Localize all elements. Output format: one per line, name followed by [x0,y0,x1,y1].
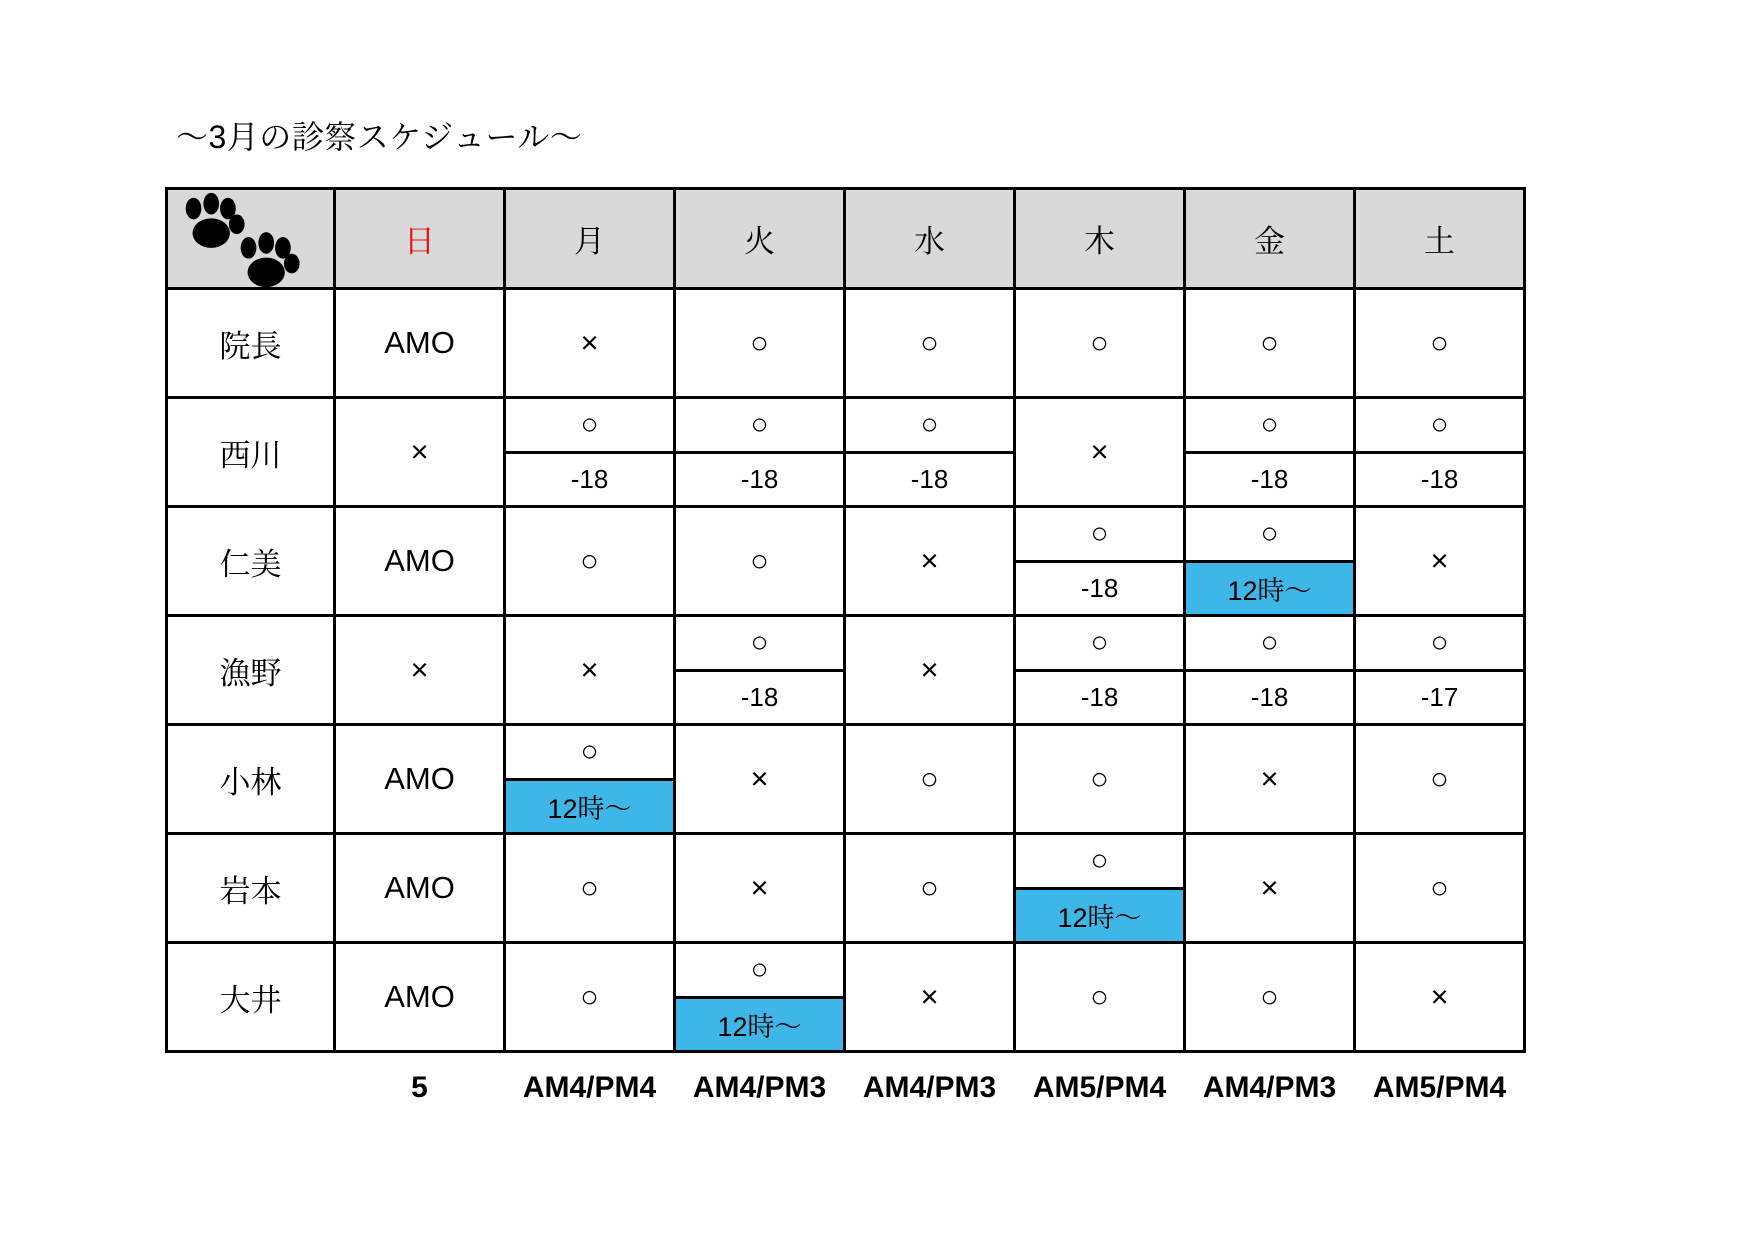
schedule-cell[interactable] [1355,616,1525,725]
schedule-cell-note: -17 [1420,681,1459,712]
schedule-cell[interactable] [1015,616,1185,725]
day-header-1: 日 [335,189,505,289]
schedule-cell[interactable]: × [1015,398,1185,507]
schedule-cell[interactable] [1185,507,1355,616]
staff-name: 小林 [167,725,335,834]
schedule-cell[interactable]: ○ [1185,943,1355,1052]
day-header-3: 火 [675,189,845,289]
table-row [167,507,1525,616]
schedule-cell-note: -18 [1080,572,1119,603]
table-row [167,616,1525,725]
schedule-cell[interactable] [1355,398,1525,507]
schedule-cell-mark: ○ [1186,399,1353,454]
schedule-cell-mark: ○ [1016,508,1183,563]
schedule-cell-mark: ○ [846,399,1013,454]
schedule-cell[interactable] [675,398,845,507]
schedule-cell[interactable]: × [505,289,675,398]
schedule-cell-note: -18 [1420,463,1459,494]
schedule-cell-mark: ○ [1016,617,1183,672]
schedule-cell[interactable]: ○ [845,725,1015,834]
schedule-cell[interactable]: × [845,616,1015,725]
table-row [167,943,1525,1052]
schedule-cell[interactable]: ○ [675,289,845,398]
schedule-cell[interactable]: ○ [845,289,1015,398]
schedule-cell-note: -18 [1080,681,1119,712]
schedule-cell[interactable]: × [845,943,1015,1052]
totals-cell-4: AM4/PM3 [862,1071,997,1104]
schedule-cell[interactable]: × [1355,507,1525,616]
totals-cell-5: AM5/PM4 [1032,1071,1167,1104]
schedule-cell[interactable]: ○ [675,507,845,616]
schedule-cell-mark: ○ [1356,399,1523,454]
schedule-cell[interactable]: × [335,616,505,725]
schedule-cell-mark: ○ [506,726,673,781]
schedule-cell-note: 12時〜 [1186,563,1353,615]
schedule-cell[interactable]: ○ [1015,725,1185,834]
schedule-cell[interactable] [845,398,1015,507]
schedule-cell-mark: ○ [1016,835,1183,890]
schedule-table [165,187,1526,1123]
schedule-cell[interactable]: × [1185,834,1355,943]
schedule-cell[interactable]: ○ [505,834,675,943]
schedule-cell-note: -18 [1250,681,1289,712]
day-header-6: 金 [1185,189,1355,289]
schedule-cell[interactable] [1185,398,1355,507]
table-row [167,834,1525,943]
table-row [167,398,1525,507]
schedule-cell-note: 12時〜 [676,999,843,1051]
schedule-cell-note: 12時〜 [1016,890,1183,942]
staff-name: 西川 [167,398,335,507]
schedule-cell[interactable]: ○ [1015,943,1185,1052]
schedule-cell-mark: ○ [1186,508,1353,563]
schedule-cell[interactable]: AMO [335,834,505,943]
schedule-cell-note: -18 [1250,463,1289,494]
schedule-cell[interactable] [1185,616,1355,725]
staff-name: 仁美 [167,507,335,616]
schedule-cell-mark: ○ [676,399,843,454]
staff-name: 漁野 [167,616,335,725]
schedule-cell-mark: ○ [676,617,843,672]
schedule-cell[interactable]: AMO [335,725,505,834]
schedule-cell[interactable]: AMO [335,943,505,1052]
schedule-cell-mark: ○ [1356,617,1523,672]
schedule-cell[interactable] [505,725,675,834]
schedule-cell-note: -18 [740,463,779,494]
schedule-cell[interactable]: ○ [1355,289,1525,398]
schedule-cell[interactable] [1015,507,1185,616]
schedule-cell[interactable]: ○ [1355,725,1525,834]
totals-cell-2: AM4/PM4 [522,1071,657,1104]
totals-cell-7: AM5/PM4 [1372,1071,1507,1104]
schedule-cell-note: -18 [570,463,609,494]
day-header-2: 月 [505,189,675,289]
schedule-cell[interactable]: × [675,725,845,834]
day-header-4: 水 [845,189,1015,289]
staff-name: 岩本 [167,834,335,943]
schedule-cell[interactable]: AMO [335,289,505,398]
schedule-cell[interactable] [675,616,845,725]
page-title: ～3月の診察スケジュール～ [176,119,583,155]
day-header-5: 木 [1015,189,1185,289]
schedule-cell[interactable]: ○ [505,507,675,616]
schedule-cell[interactable]: × [1185,725,1355,834]
schedule-cell[interactable]: ○ [1185,289,1355,398]
schedule-cell[interactable]: × [505,616,675,725]
day-header-7: 土 [1355,189,1525,289]
staff-name: 院長 [167,289,335,398]
schedule-cell-mark: ○ [506,399,673,454]
paw-prints-icon [167,189,335,289]
schedule-cell-note: -18 [740,681,779,712]
schedule-cell[interactable]: ○ [845,834,1015,943]
schedule-cell-note: -18 [910,463,949,494]
schedule-cell[interactable] [505,398,675,507]
totals-row-spacer [167,1052,335,1124]
table-row [167,725,1525,834]
schedule-cell-mark: ○ [1186,617,1353,672]
schedule-cell[interactable] [675,943,845,1052]
schedule-cell[interactable] [1015,834,1185,943]
schedule-cell[interactable]: AMO [335,507,505,616]
schedule-cell[interactable]: ○ [1355,834,1525,943]
table-row [167,289,1525,398]
schedule-cell[interactable]: × [675,834,845,943]
schedule-cell-note: 12時〜 [506,781,673,833]
schedule-cell[interactable]: × [335,398,505,507]
totals-cell-1: 5 [411,1071,428,1104]
staff-name: 大井 [167,943,335,1052]
schedule-cell-mark: ○ [676,944,843,999]
table-header-row [167,189,1525,289]
schedule-cell[interactable]: ○ [1015,289,1185,398]
schedule-cell[interactable]: × [845,507,1015,616]
totals-cell-3: AM4/PM3 [692,1071,827,1104]
totals-row [167,1052,1525,1124]
totals-cell-6: AM4/PM3 [1202,1071,1337,1104]
schedule-cell[interactable]: ○ [505,943,675,1052]
schedule-cell[interactable]: × [1355,943,1525,1052]
